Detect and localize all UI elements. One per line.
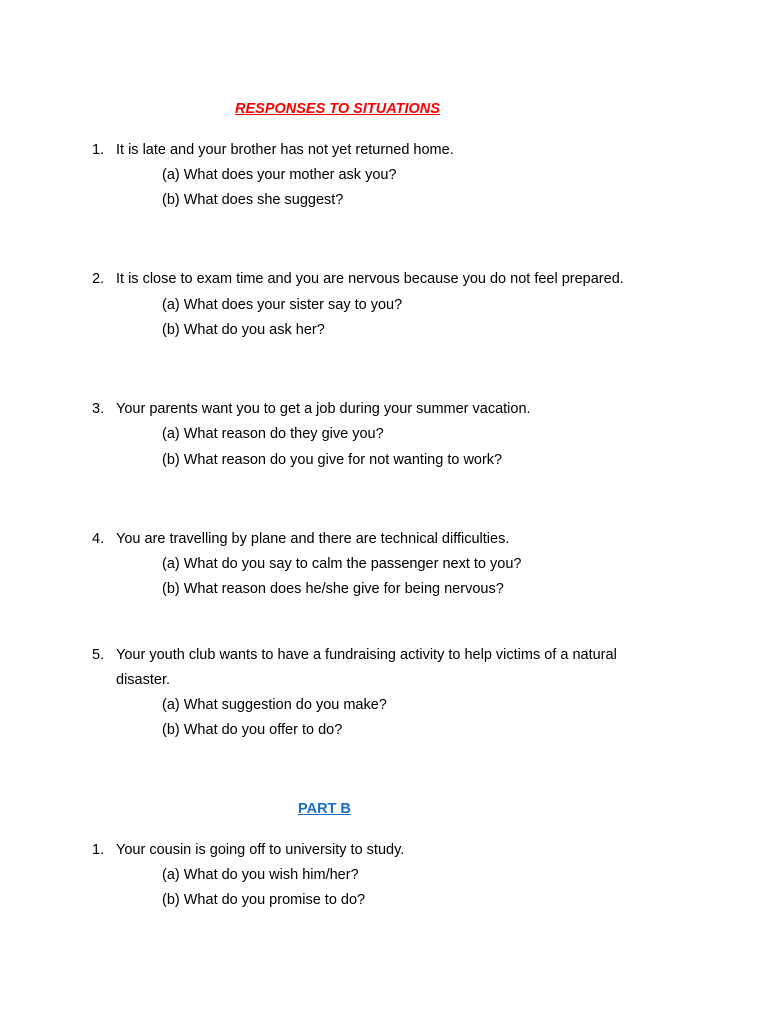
question-text: Your cousin is going off to university to study. (116, 842, 405, 858)
question-text: You are travelling by plane and there are technical difficulties. (116, 531, 510, 547)
question-text: Your youth club wants to have a fundraising activity to help victims of a natural (116, 647, 617, 663)
question-number: 4. (92, 531, 105, 547)
question-text: It is close to exam time and you are nervous because you do not feel prepared. (116, 271, 624, 287)
question-number: 1. (92, 842, 105, 858)
question-number: 3. (92, 401, 105, 417)
sub-question-a: (a) What reason do they give you? (162, 426, 384, 442)
sub-question-a: (a) What suggestion do you make? (162, 697, 387, 713)
section-title-part-b: PART B (298, 801, 351, 817)
question-text: Your parents want you to get a job during your summer vacation. (116, 401, 531, 417)
sub-question-a: (a) What do you wish him/her? (162, 867, 359, 883)
question-number: 5. (92, 647, 105, 663)
question-text: It is late and your brother has not yet returned home. (116, 142, 454, 158)
sub-question-b: (b) What reason do you give for not wanting to work? (162, 452, 503, 468)
page-title: RESPONSES TO SITUATIONS (235, 101, 440, 117)
sub-question-b: (b) What do you promise to do? (162, 892, 366, 908)
sub-question-b: (b) What do you offer to do? (162, 722, 343, 738)
sub-question-a: (a) What do you say to calm the passenger next to you? (162, 556, 522, 572)
question-number: 1. (92, 142, 105, 158)
sub-question-b: (b) What do you ask her? (162, 322, 325, 338)
question-number: 2. (92, 271, 105, 287)
sub-question-b: (b) What does she suggest? (162, 192, 344, 208)
sub-question-b: (b) What reason does he/she give for being nervous? (162, 581, 504, 597)
sub-question-a: (a) What does your mother ask you? (162, 167, 397, 183)
sub-question-a: (a) What does your sister say to you? (162, 297, 403, 313)
question-text-continued: disaster. (116, 672, 170, 688)
